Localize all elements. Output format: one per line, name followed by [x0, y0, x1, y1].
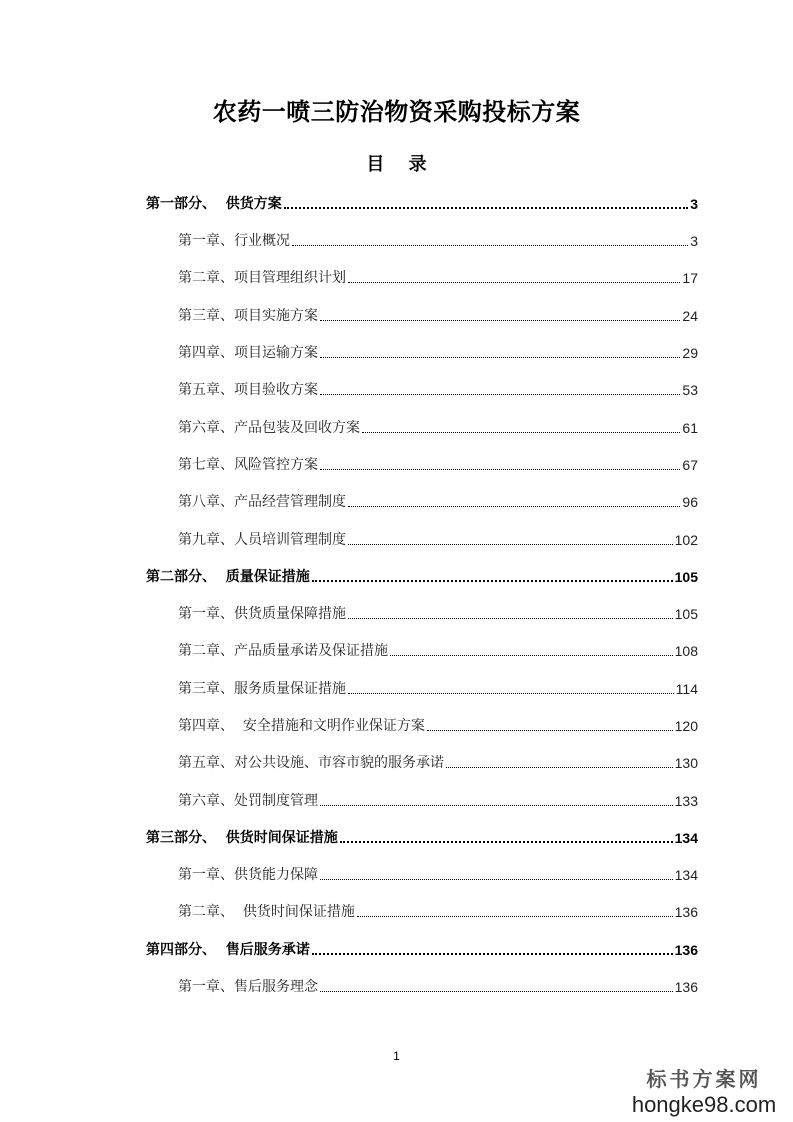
toc-entry-label: 第二章、 供货时间保证措施 — [178, 904, 355, 920]
toc-entry-label: 第七章、风险管控方案 — [178, 457, 318, 473]
toc-entry-label: 第三章、服务质量保证措施 — [178, 681, 346, 697]
toc-entry-label: 第九章、人员培训管理制度 — [178, 532, 346, 548]
toc-entry-label: 第二章、项目管理组织计划 — [178, 270, 346, 286]
toc-entry-chapter[interactable] — [178, 712, 698, 736]
toc-entry-page: 3 — [690, 233, 698, 249]
toc-entry-page: 29 — [682, 345, 698, 361]
dot-leader — [446, 766, 673, 768]
toc-entry-chapter[interactable] — [178, 227, 698, 251]
toc-entry-page: 67 — [682, 457, 698, 473]
toc-entry-page: 136 — [674, 904, 698, 920]
toc-entry-chapter[interactable] — [178, 637, 698, 661]
toc-entry-label: 第三章、项目实施方案 — [178, 308, 318, 324]
toc-entry-chapter[interactable] — [178, 414, 698, 438]
toc-entry-chapter[interactable] — [178, 749, 698, 773]
toc-entry-page: 105 — [674, 606, 698, 622]
toc-entry-label: 第四章、项目运输方案 — [178, 345, 318, 361]
toc-entry-page: 114 — [675, 681, 698, 697]
dot-leader — [320, 356, 680, 358]
dot-leader — [348, 505, 680, 507]
toc-heading: 目 录 — [366, 154, 427, 175]
dot-leader — [312, 952, 673, 955]
toc-entry-chapter[interactable] — [178, 339, 698, 363]
toc-entry-chapter[interactable] — [178, 302, 698, 326]
toc-entry-chapter[interactable] — [178, 264, 698, 288]
dot-leader — [362, 431, 680, 433]
toc-entry-part-2[interactable] — [146, 563, 698, 587]
dot-leader — [312, 579, 673, 582]
toc-entry-part-4[interactable] — [146, 936, 698, 960]
toc-entry-label: 第一章、行业概况 — [178, 233, 290, 249]
toc-entry-page: 133 — [674, 793, 698, 809]
toc-entry-label: 第一章、供货质量保障措施 — [178, 606, 346, 622]
toc-entry-page: 130 — [674, 755, 698, 771]
dot-leader — [320, 393, 680, 395]
toc-entry-label: 第五章、项目验收方案 — [178, 382, 318, 398]
toc-entry-page: 134 — [674, 867, 698, 883]
watermark-site-name: 标书方案网 — [646, 1067, 762, 1091]
toc-entry-chapter[interactable] — [178, 787, 698, 811]
dot-leader — [320, 468, 680, 470]
dot-leader — [427, 729, 673, 731]
dot-leader — [320, 878, 673, 880]
toc-entry-chapter[interactable] — [178, 526, 698, 550]
toc-entry-chapter[interactable] — [178, 861, 698, 885]
page-number: 1 — [393, 1049, 400, 1063]
toc-entry-label: 第四章、 安全措施和文明作业保证方案 — [178, 718, 425, 734]
toc-entry-page: 17 — [682, 270, 698, 286]
dot-leader — [320, 990, 673, 992]
toc-entry-label: 第一章、售后服务理念 — [178, 979, 318, 995]
toc-entry-chapter[interactable] — [178, 488, 698, 512]
toc-entry-chapter[interactable] — [178, 451, 698, 475]
toc-entry-label: 第六章、处罚制度管理 — [178, 793, 318, 809]
toc-entry-label: 第二章、产品质量承诺及保证措施 — [178, 643, 388, 659]
toc-entry-part-3[interactable] — [146, 824, 698, 848]
toc-entry-page: 105 — [674, 569, 698, 585]
toc-entry-chapter[interactable] — [178, 376, 698, 400]
toc-entry-label: 第八章、产品经营管理制度 — [178, 494, 346, 510]
dot-leader — [284, 206, 688, 209]
watermark-logo — [629, 1066, 779, 1118]
dot-leader — [340, 840, 673, 843]
document-title: 农药一喷三防治物资采购投标方案 — [212, 97, 581, 126]
dot-leader — [292, 244, 688, 246]
toc-entry-chapter[interactable] — [178, 898, 698, 922]
toc-entry-page: 136 — [674, 979, 698, 995]
toc-entry-page: 102 — [674, 532, 698, 548]
toc-entry-page: 96 — [682, 494, 698, 510]
dot-leader — [320, 804, 673, 806]
toc-entry-label: 第一章、供货能力保障 — [178, 867, 318, 883]
dot-leader — [348, 692, 674, 694]
toc-entry-page: 61 — [682, 420, 698, 436]
toc-entry-chapter[interactable] — [178, 675, 698, 699]
toc-entry-page: 53 — [682, 382, 698, 398]
toc-entry-label: 第二部分、 质量保证措施 — [146, 569, 310, 585]
toc-entry-label: 第三部分、 供货时间保证措施 — [146, 830, 338, 846]
toc-entry-label: 第五章、对公共设施、市容市貌的服务承诺 — [178, 755, 444, 771]
toc-entry-page: 134 — [674, 830, 698, 846]
toc-entry-label: 第一部分、 供货方案 — [146, 196, 282, 212]
toc-entry-page: 136 — [674, 942, 698, 958]
toc-entry-page: 120 — [674, 718, 698, 734]
toc-entry-chapter[interactable] — [178, 600, 698, 624]
toc-entry-chapter[interactable] — [178, 973, 698, 997]
toc-entry-label: 第四部分、 售后服务承诺 — [146, 942, 310, 958]
dot-leader — [390, 654, 673, 656]
dot-leader — [348, 281, 680, 283]
toc-entry-part-1[interactable] — [146, 190, 698, 214]
toc-entry-page: 3 — [690, 196, 698, 212]
dot-leader — [320, 319, 680, 321]
toc-entry-label: 第六章、产品包装及回收方案 — [178, 420, 360, 436]
dot-leader — [348, 617, 673, 619]
toc-entry-page: 24 — [682, 308, 698, 324]
watermark-domain: hongke98.com — [631, 1092, 777, 1117]
dot-leader — [357, 915, 673, 917]
dot-leader — [348, 543, 673, 545]
toc-entry-page: 108 — [674, 643, 698, 659]
